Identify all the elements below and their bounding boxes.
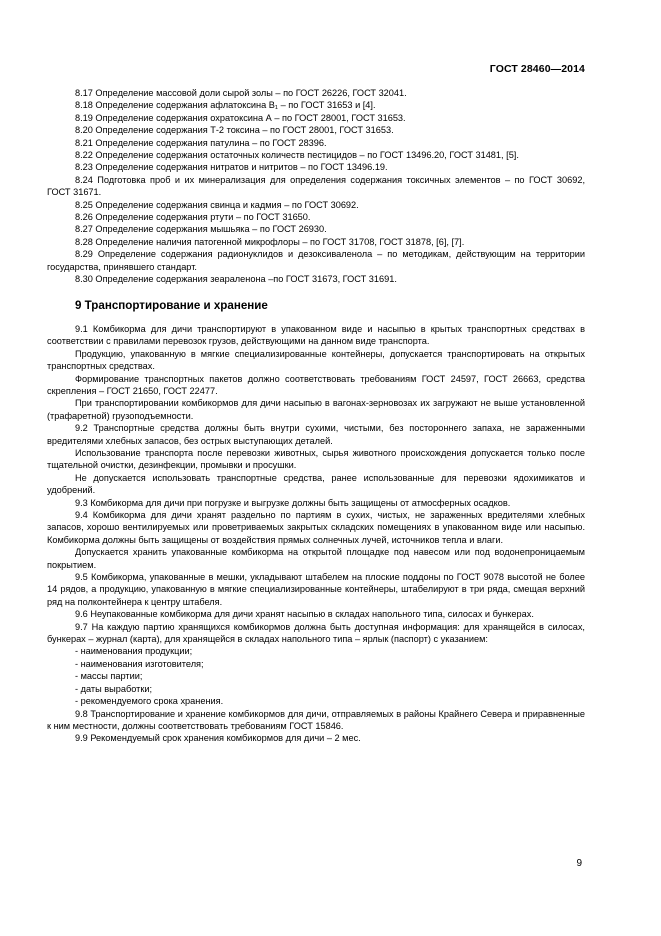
clause-8-26: 8.26 Определение содержания ртути – по ГОСТ 31650. — [75, 212, 311, 223]
clause-9-1: 9.1 Комбикорма для дичи транспортируют в упакованном виде и насыпью в крытых транспортных средствах в соответствии с правилами перевозок грузов, действующими на данном виде транспорта. — [47, 323, 585, 347]
section-title: 9 Транспортирование и хранение — [75, 298, 268, 312]
clause-8-17: 8.17 Определение массовой доли сырой золы – по ГОСТ 26226, ГОСТ 32041. — [75, 88, 407, 98]
clause-9-7: 9.7 На каждую партию хранящихся комбикормов должна быть доступная информация: для хранящейся в силосах, бункерах – журнал (карта), для хранящейся в складах напольного типа – ярлык (паспорт) с указанием: — [47, 621, 585, 645]
page-content — [47, 87, 585, 745]
clause-9-9: 9.9 Рекомендуемый срок хранения комбикормов для дичи – 2 мес. — [75, 733, 361, 744]
list-item: - наименования изготовителя; — [75, 658, 204, 669]
paragraph: Продукцию, упакованную в мягкие специализированные контейнеры, допускается транспортировать на открытых транспортных средствах. — [47, 348, 585, 372]
clause-8-20: 8.20 Определение содержания Т-2 токсина – по ГОСТ 28001, ГОСТ 31653. — [75, 125, 394, 136]
page-number: 9 — [576, 858, 582, 869]
paragraph: Не допускается использовать транспортные средства, ранее использованные для перевозки ядохимикатов и удобрений. — [47, 472, 585, 496]
clause-9-4: 9.4 Комбикорма для дичи хранят раздельно по партиям в сухих, чистых, не зараженных вредителями хлебных запасов, хорошо вентилируемых или проветриваемых закрытых складских помещениях в упакованном виде или насыпью. Комбикорма должны быть защищены от воздействия прямых солнечных лучей, источников тепла и влаги. — [47, 510, 585, 545]
paragraph: При транспортировании комбикормов для дичи насыпью в вагонах-зерновозах их загружают не выше установленной (трафаретной) грузоподъемности. — [47, 398, 585, 421]
clause-9-3: 9.3 Комбикорма для дичи при погрузке и выгрузке должны быть защищены от атмосферных осадков. — [75, 497, 511, 508]
paragraph: Формирование транспортных пакетов должно соответствовать требованиям ГОСТ 24597, ГОСТ 26663, средства скрепления – ГОСТ 21650, ГОСТ 22477. — [47, 373, 585, 396]
clause-9-2: 9.2 Транспортные средства должны быть внутри сухими, чистыми, без постороннего запаха, не зараженными вредителями хлебных запасов, без острых выступающих деталей. — [47, 423, 585, 446]
list-item: - даты выработки; — [75, 683, 153, 694]
clause-8-24: 8.24 Подготовка проб и их минерализация для определения содержания токсичных элементов – по ГОСТ 30692, ГОСТ 31671. — [47, 174, 585, 198]
paragraph: Использование транспорта после перевозки животных, сырья животного происхождения допускается только после тщательной очистки, дезинфекции, промывки и просушки. — [47, 447, 585, 471]
clause-9-6: 9.6 Неупакованные комбикорма для дичи хранят насыпью в складах напольного типа, силосах и бункерах. — [75, 609, 534, 620]
paragraph: Допускается хранить упакованные комбикорма на открытой площадке под навесом или под водонепроницаемым покрытием. — [47, 547, 585, 570]
clause-8-30: 8.30 Определение содержания зеараленона –по ГОСТ 31673, ГОСТ 31691. — [75, 274, 397, 285]
clause-8-22: 8.22 Определение содержания остаточных количеств пестицидов – по ГОСТ 13496.20, ГОСТ 31481, [5]. — [75, 150, 519, 161]
list-item: - наименования продукции; — [75, 646, 193, 657]
clause-8-19: 8.19 Определение содержания охратоксина А – по ГОСТ 28001, ГОСТ 31653. — [75, 112, 406, 123]
clause-8-21: 8.21 Определение содержания патулина – по ГОСТ 28396. — [75, 137, 327, 148]
clause-8-18: 8.18 Определение содержания афлатоксина В₁ – по ГОСТ 31653 и [4]. — [75, 100, 376, 111]
clause-9-5: 9.5 Комбикорма, упакованные в мешки, укладывают штабелем на плоские поддоны по ГОСТ 9078 высотой не более 14 рядов, а продукцию, упакованную в мягкие специализированные контейнеры, штабелируют в три ряда, смещая верхний ряд на полконтейнера к центру штабеля. — [47, 572, 585, 607]
clause-8-25: 8.25 Определение содержания свинца и кадмия – по ГОСТ 30692. — [75, 199, 359, 210]
clause-8-27: 8.27 Определение содержания мышьяка – по ГОСТ 26930. — [75, 224, 327, 235]
document-header: ГОСТ 28460—2014 — [489, 63, 585, 75]
clause-8-29: 8.29 Определение содержания радионуклидов и дезоксиваленола – по методикам, действующим на территории государства, принявшего стандарт. — [47, 249, 585, 272]
clause-8-23: 8.23 Определение содержания нитратов и нитритов – по ГОСТ 13496.19. — [75, 162, 388, 173]
list-item: - массы партии; — [75, 671, 143, 682]
list-item: - рекомендуемого срока хранения. — [75, 696, 224, 707]
clause-9-8: 9.8 Транспортирование и хранение комбикормов для дичи, отправляемых в районы Крайнего Севера и приравненные к ним местности, должны соответствовать требованиям ГОСТ 15846. — [47, 708, 585, 731]
clause-8-28: 8.28 Определение наличия патогенной микрофлоры – по ГОСТ 31708, ГОСТ 31878, [6], [7]. — [75, 236, 465, 247]
